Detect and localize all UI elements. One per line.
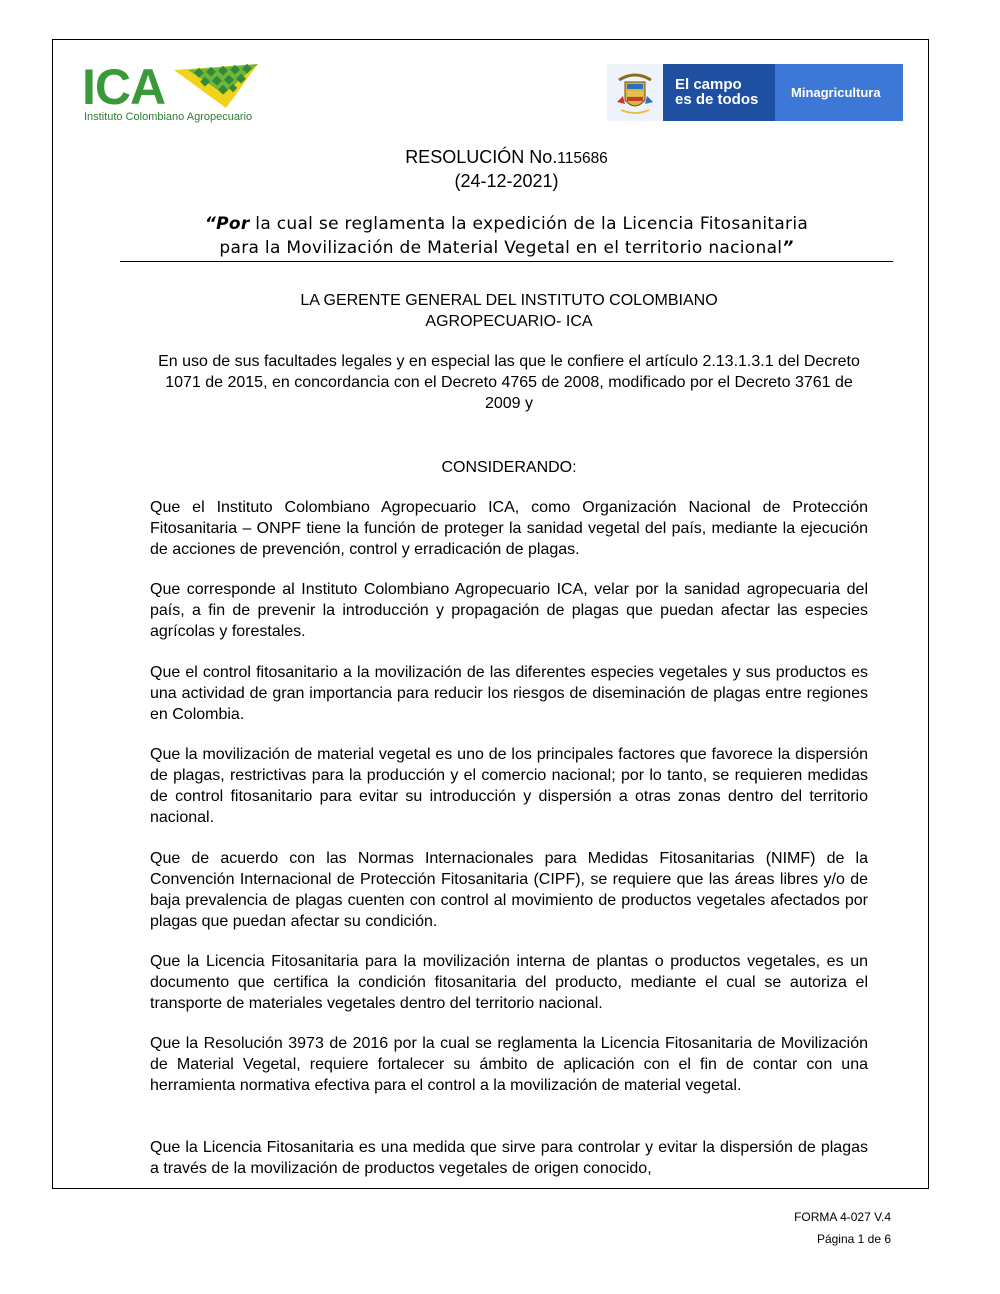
ica-leaf-icon: [174, 64, 258, 108]
page-number: Página 1 de 6: [816, 1232, 891, 1246]
ica-logo-letters: ICA: [82, 59, 166, 115]
resolution-subject: [120, 212, 893, 260]
paragraph-3: Que el control fitosanitario a la movilización de las diferentes especies vegetales y sus productos es una actividad de gran importancia para reducir los riesgos de diseminación de plagas entre regiones en Colombia.: [150, 664, 868, 723]
gov-slogan-line1: El campo: [675, 76, 742, 93]
paragraph-4: Que la movilización de material vegetal es uno de los principales factores que favorece la dispersión de plagas, restrictivas para la producción y el comercio nacional; por lo tanto, se requieren medidas de control fitosanitario para evitar su introducción y dispersión a otras zonas dentro del territorio nacional.: [150, 746, 868, 826]
gov-slogan: [663, 64, 775, 121]
paragraph-2: Que corresponde al Instituto Colombiano Agropecuario ICA, velar por la sanidad agropecuaria del país, a fin de prevenir la introducción y propagación de plagas que puedan afectar las especies agrícolas y forestales.: [150, 581, 868, 640]
resolution-title: [120, 146, 893, 170]
gov-slogan-line2: es de todos: [675, 91, 759, 108]
ministry-label: Minagricultura: [775, 64, 903, 121]
authority-line1: LA GERENTE GENERAL DEL INSTITUTO COLOMBIANO: [300, 292, 718, 309]
considerando-heading: CONSIDERANDO:: [441, 459, 577, 476]
ica-logo: [82, 59, 262, 126]
paragraph-8: Que la Licencia Fitosanitaria es una medida que sirve para controlar y evitar la dispersión de plagas a través de la movilización de productos vegetales de origen conocido,: [150, 1139, 868, 1177]
paragraph-7: Que la Resolución 3973 de 2016 por la cual se reglamenta la Licencia Fitosanitaria de Movilización de Material Vegetal, requiere fortalecer su ámbito de aplicación con el fin de contar con una herramienta normativa efectiva para el control a la movilización de material vegetal.: [150, 1035, 868, 1094]
resolution-number: 115686: [557, 150, 608, 167]
paragraph-5: Que de acuerdo con las Normas Internacionales para Medidas Fitosanitarias (NIMF) de la Convención Internacional de Protección Fitosanitaria (CIPF), se requiere que las áreas libres y/o de baja prevalencia de plagas cuenten con control al movimiento de productos vegetales afectados por plagas que puedan afectar su condición.: [150, 850, 868, 930]
form-code: FORMA 4-027 V.4: [794, 1210, 891, 1224]
coat-of-arms-icon: [607, 64, 663, 121]
subject-open: “Por: [204, 214, 250, 234]
subject-line2: para la Movilización de Material Vegetal en el territorio nacional: [219, 238, 783, 258]
paragraph-1: Que el Instituto Colombiano Agropecuario ICA, como Organización Nacional de Protección Fitosanitaria – ONPF tiene la función de proteger la sanidad vegetal del país, mediante la ejecución de acciones de prevención, control y erradicación de plagas.: [150, 499, 868, 558]
paragraph-6: Que la Licencia Fitosanitaria para la movilización interna de plantas o productos vegetales, es un documento que certifica la condición fitosanitaria del producto, mediante el cual se autoriza el transporte de materiales vegetales dentro del territorio nacional.: [150, 953, 868, 1012]
resolution-date: (24-12-2021): [454, 171, 559, 191]
government-banner: [607, 64, 903, 121]
subject-close: ”: [782, 238, 794, 258]
subject-line1: la cual se reglamenta la expedición de la Licencia Fitosanitaria: [249, 214, 809, 234]
resolution-label: RESOLUCIÓN No.: [405, 147, 558, 167]
subject-divider: [120, 261, 893, 262]
powers-paragraph: En uso de sus facultades legales y en especial las que le confiere el artículo 2.13.1.3.1 del Decreto 1071 de 2015, en concordancia con el Decreto 4765 de 2008, modificado por el Decreto 3761 de 2009 y: [158, 353, 860, 412]
ica-logo-subtitle: Instituto Colombiano Agropecuario: [84, 111, 253, 123]
authority-line2: AGROPECUARIO- ICA: [425, 313, 593, 330]
